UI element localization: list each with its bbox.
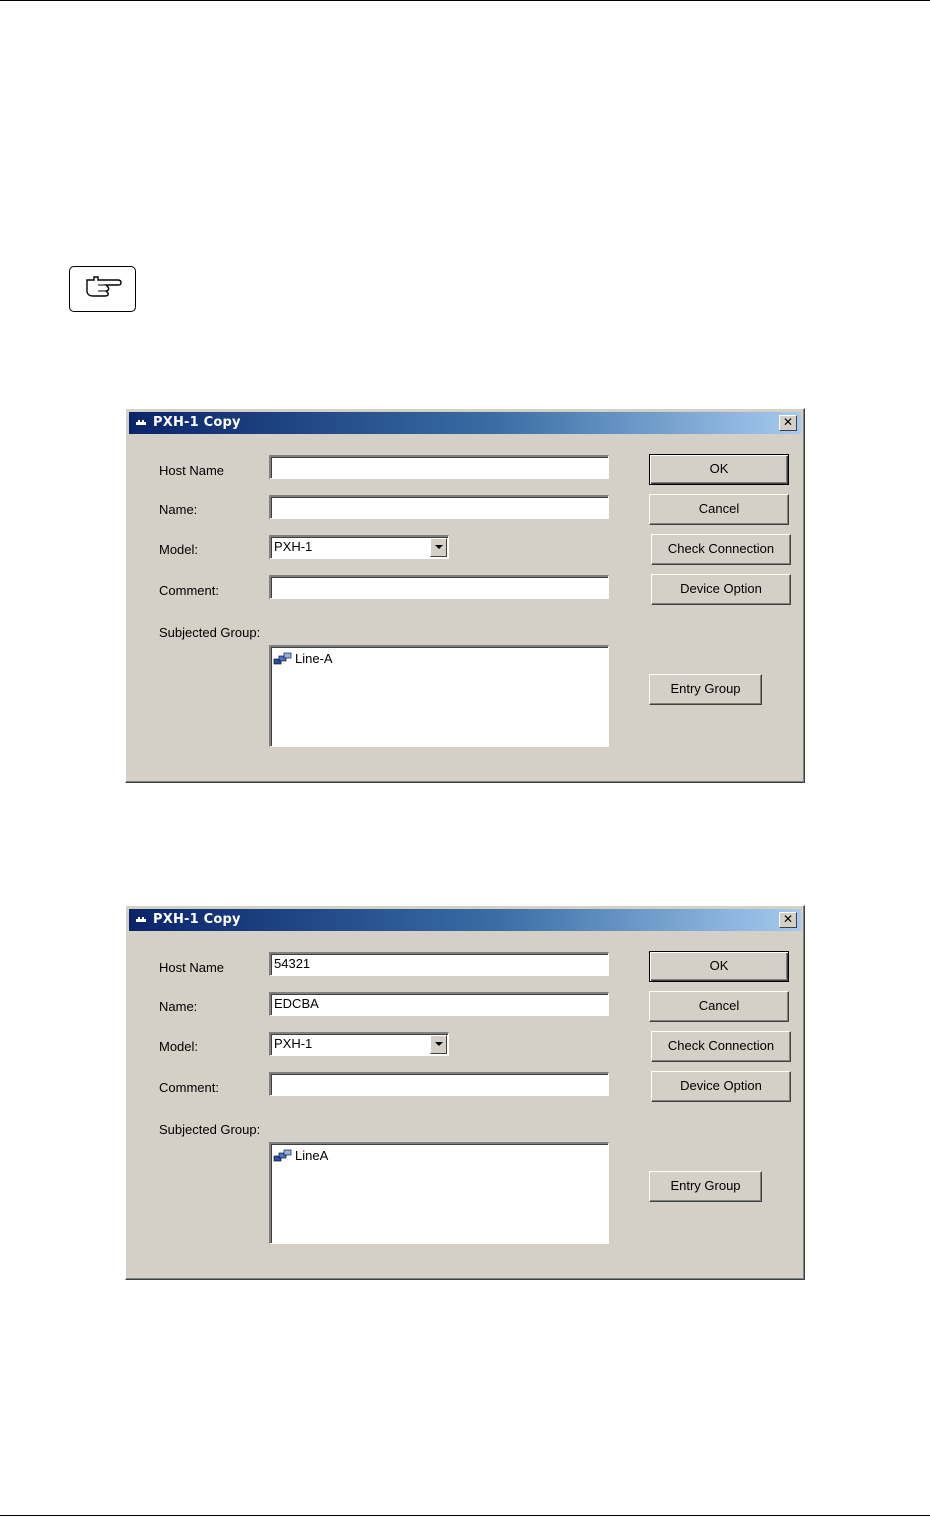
chevron-down-icon[interactable] [430,538,447,557]
group-icon [273,651,293,667]
close-button[interactable]: ✕ [779,912,797,928]
comment-input[interactable] [269,575,609,599]
chevron-down-icon[interactable] [430,1035,447,1054]
host-name-input[interactable] [269,455,609,479]
host-name-label: Host Name [159,960,225,975]
dialog-app-icon [135,418,147,428]
model-select[interactable] [269,535,449,559]
subjected-group-label: Subjected Group: [159,1122,261,1137]
group-icon [273,1148,293,1164]
host-name-input[interactable]: 54321 [269,952,609,976]
cancel-button[interactable]: Cancel [649,991,789,1022]
dialog-title: PXH-1 Copy [153,415,241,430]
name-input[interactable] [269,495,609,519]
group-item-label: LineA [295,1148,329,1163]
page-bottom-rule [0,1515,930,1516]
device-option-button[interactable]: Device Option [651,574,791,605]
dialog-app-icon [135,915,147,925]
dialog-title: PXH-1 Copy [153,912,241,927]
subjected-group-list[interactable] [269,1142,609,1244]
group-item-label: Line-A [295,651,333,666]
model-select-value: PXH-1 [274,539,313,554]
check-connection-button[interactable]: Check Connection [651,534,791,565]
pointing-hand-icon [69,266,136,312]
name-label: Name: [159,502,198,517]
comment-label: Comment: [159,1080,219,1095]
comment-input[interactable] [269,1072,609,1096]
model-select-value: PXH-1 [274,1036,313,1051]
cancel-button[interactable]: Cancel [649,494,789,525]
model-label: Model: [159,542,199,557]
check-connection-button[interactable]: Check Connection [651,1031,791,1062]
dialog-title-bar[interactable] [129,412,801,434]
close-button[interactable]: ✕ [779,415,797,431]
entry-group-button[interactable]: Entry Group [649,1171,762,1202]
model-select[interactable] [269,1032,449,1056]
subjected-group-label: Subjected Group: [159,625,261,640]
name-label: Name: [159,999,198,1014]
ok-button[interactable]: OK [649,951,789,982]
comment-label: Comment: [159,583,219,598]
copy-dialog-empty [125,408,805,783]
entry-group-button[interactable]: Entry Group [649,674,762,705]
device-option-button[interactable]: Device Option [651,1071,791,1102]
page-top-rule [0,0,930,1]
copy-dialog-filled [125,905,805,1280]
dialog-title-bar[interactable] [129,909,801,931]
model-label: Model: [159,1039,199,1054]
subjected-group-list[interactable] [269,645,609,747]
host-name-label: Host Name [159,463,225,478]
ok-button[interactable]: OK [649,454,789,485]
name-input[interactable]: EDCBA [269,992,609,1016]
